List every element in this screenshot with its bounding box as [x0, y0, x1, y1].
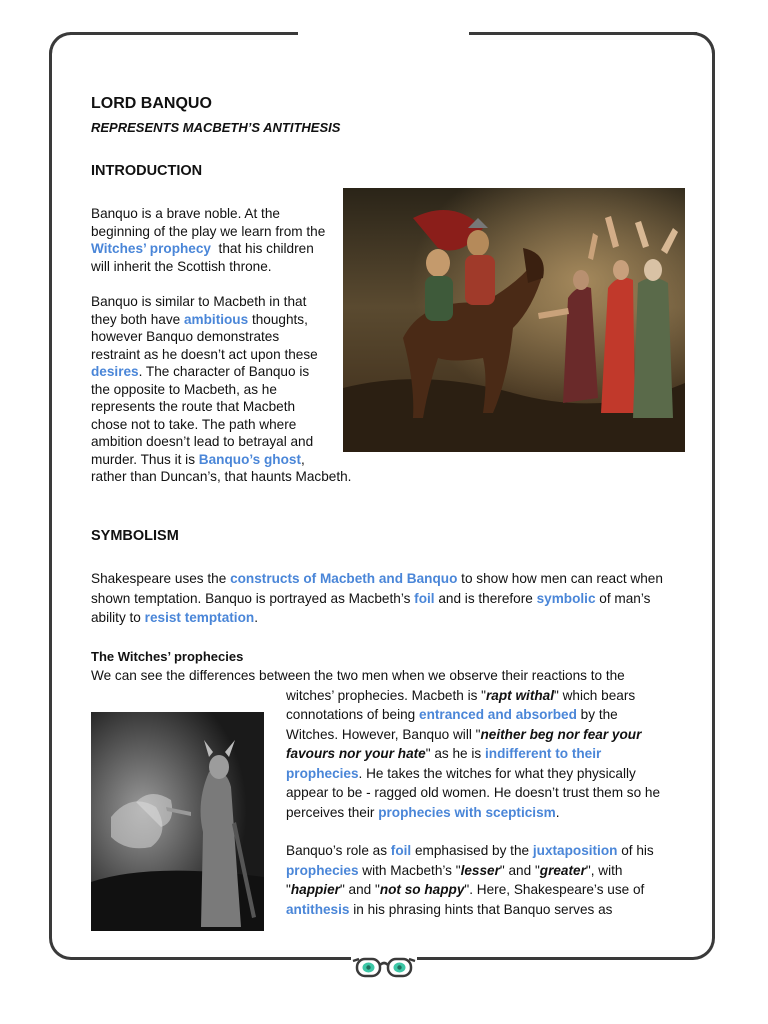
- text-line: ability to resist temptation.: [91, 610, 258, 625]
- text-line: favours nor your hate" as he is indifferent to their: [286, 746, 602, 761]
- highlight-term: foil: [390, 843, 412, 858]
- highlight-term: ambitious: [183, 311, 249, 327]
- text-line: witches’ prophecies. Macbeth is "rapt withal" which bears: [286, 687, 636, 703]
- highlight-term: resist temptation: [144, 610, 255, 625]
- text-line: the opposite to Macbeth, as he: [91, 381, 277, 397]
- frame-top-line: [70, 32, 298, 35]
- quote: greater: [539, 862, 586, 878]
- text-line: represents the route that Macbeth: [91, 399, 296, 414]
- text-line: Banquo is similar to Macbeth in that: [91, 294, 307, 309]
- text-line: ambition doesn’t lead to betrayal and: [91, 434, 314, 449]
- text-line: Shakespeare uses the constructs of Macbeth and Banquo to show how men can react when: [91, 571, 663, 586]
- text-line: chose not to take. The path where: [91, 416, 297, 432]
- text-line: perceives their prophecies with scepticism.: [286, 804, 560, 820]
- text-line: appear to be - ragged old women. He doesn’t trust them so he: [286, 785, 661, 800]
- quote: happier: [290, 882, 340, 897]
- text-line: We can see the differences between the two men when we observe their reactions to the: [91, 668, 625, 683]
- macbeth-witches-painting: [343, 188, 685, 452]
- text-line: "happier" and "not so happy". Here, Shakespeare’s use of: [286, 882, 645, 897]
- text-line: rather than Duncan’s, that haunts Macbeth.: [91, 469, 352, 484]
- text-line: will inherit the Scottish throne.: [91, 258, 272, 274]
- frame-corner: [691, 32, 715, 56]
- page-title: LORD BANQUO: [91, 95, 212, 112]
- page-subtitle: REPRESENTS MACBETH’S ANTITHESIS: [91, 120, 341, 135]
- quote: not so happy: [379, 882, 465, 897]
- text-line: they both have ambitious thoughts,: [91, 311, 308, 327]
- section-heading-introduction: INTRODUCTION: [91, 163, 203, 179]
- quote: neither beg nor fear your: [480, 726, 642, 742]
- highlight-term: indifferent to their: [484, 746, 602, 761]
- text-line: however Banquo demonstrates: [91, 329, 280, 344]
- highlight-term: symbolic: [536, 590, 596, 606]
- text-line: beginning of the play we learn from the: [91, 223, 326, 239]
- highlight-term: desires: [91, 364, 139, 379]
- subsection-heading: The Witches’ prophecies: [91, 649, 244, 664]
- text-line: Banquo is a brave noble. At the: [91, 206, 280, 221]
- highlight-term: constructs of Macbeth and Banquo: [230, 571, 458, 586]
- highlight-term: antithesis: [286, 901, 350, 917]
- text-line: restraint as he doesn’t act upon these: [91, 346, 318, 362]
- quote: lesser: [460, 862, 500, 878]
- highlight-term: Banquo’s ghost: [198, 451, 301, 467]
- text-line: Witches’ prophecy that his children: [91, 241, 314, 256]
- highlight-term: Witches’ prophecy: [91, 241, 211, 256]
- text-line: murder. Thus it is Banquo’s ghost,: [91, 451, 305, 467]
- highlight-term: entranced and absorbed: [419, 707, 577, 722]
- quote: favours nor your hate: [286, 746, 426, 761]
- highlight-term: foil: [414, 590, 435, 606]
- text-line: Banquo’s role as foil emphasised by the juxtaposition of his: [286, 843, 654, 858]
- section-heading-symbolism: SYMBOLISM: [91, 528, 179, 544]
- highlight-term: prophecies with scepticism: [378, 804, 556, 820]
- frame-top-line: [469, 32, 697, 35]
- highlight-term: prophecies: [286, 862, 359, 878]
- text-line: Witches. However, Banquo will "neither beg nor fear your: [286, 726, 642, 742]
- text-line: desires. The character of Banquo is: [91, 364, 310, 379]
- text-line: connotations of being entranced and absorbed by the: [286, 707, 618, 722]
- text-line: antithesis in his phrasing hints that Banquo serves as: [286, 901, 613, 917]
- witches-engraving: [91, 712, 264, 931]
- glasses-icon: [351, 953, 417, 983]
- text-line: prophecies. He takes the witches for what they physically: [286, 765, 636, 781]
- frame-corner: [49, 32, 73, 56]
- highlight-term: prophecies: [286, 765, 359, 781]
- quote: rapt withal: [486, 687, 554, 703]
- highlight-term: juxtaposition: [532, 843, 618, 858]
- text-line: prophecies with Macbeth’s "lesser" and "greater", with: [286, 862, 623, 878]
- text-line: shown temptation. Banquo is portrayed as Macbeth’s foil and is therefore symbolic of man’s: [91, 590, 651, 606]
